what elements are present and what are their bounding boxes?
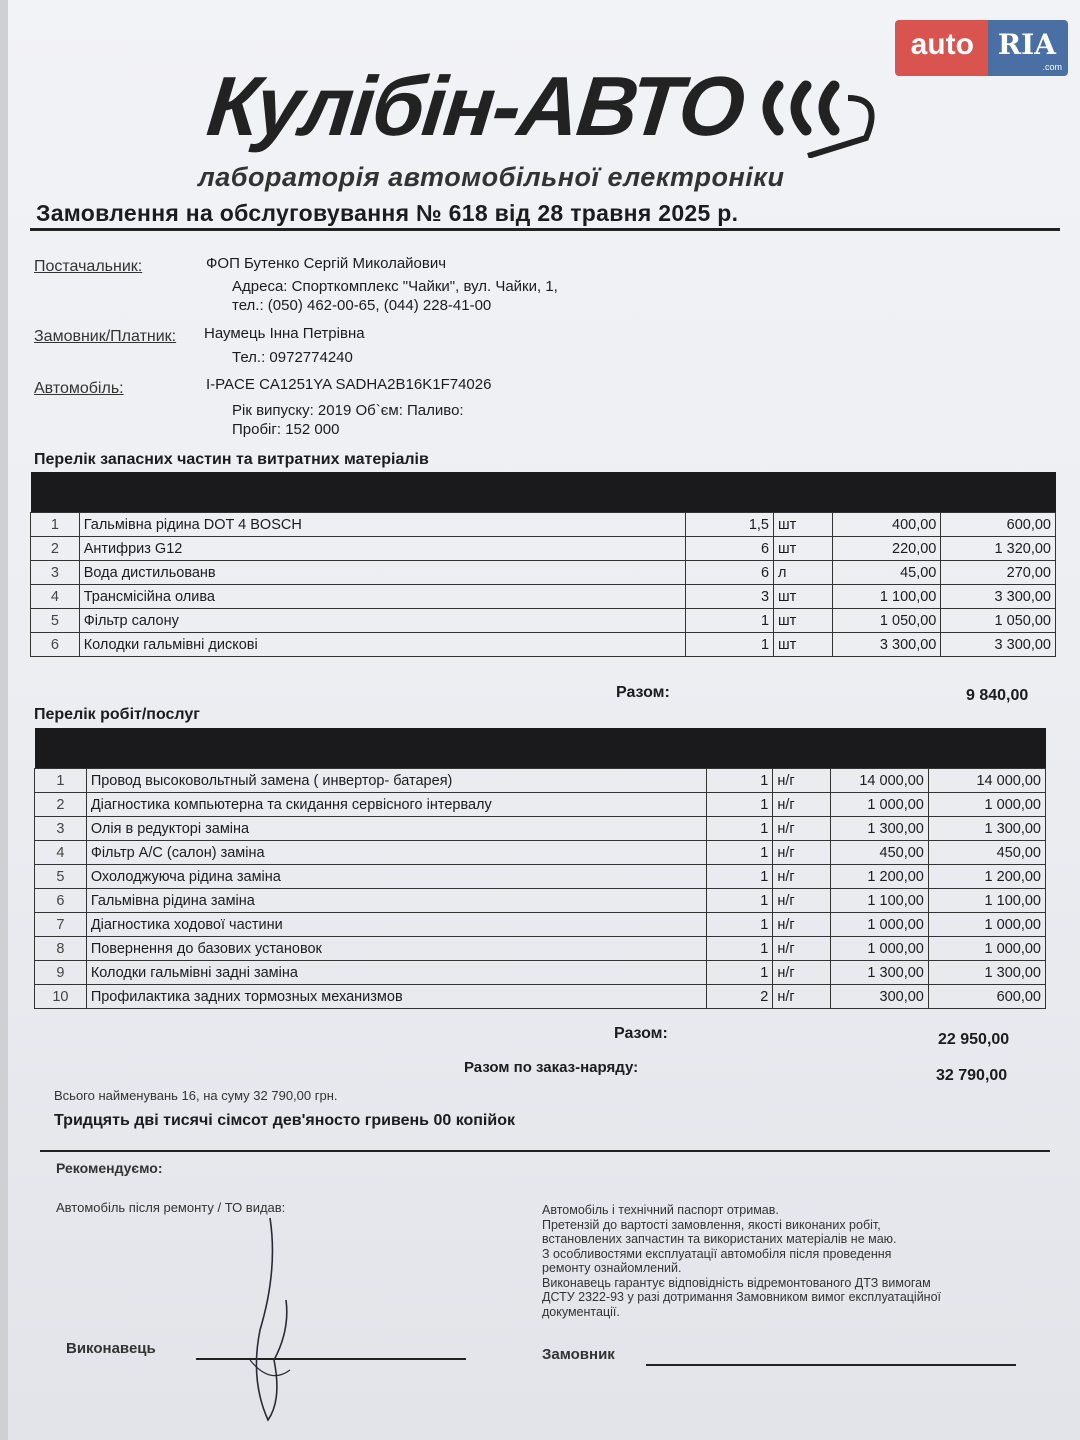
- parts-cell-unit: шт: [774, 609, 833, 633]
- services-row: [35, 937, 1046, 961]
- parts-cell-qty: 3: [685, 585, 774, 609]
- parts-total-label: Разом:: [616, 684, 670, 701]
- services-cell-sum: 1 000,00: [928, 913, 1045, 937]
- customer-label: Замовник/Платник:: [34, 328, 177, 345]
- parts-cell-sum: 3 300,00: [941, 633, 1056, 657]
- parts-row: [31, 585, 1056, 609]
- order-title: Замовлення на обслуговування № 618 від 28 травня 2025 р.: [36, 200, 739, 226]
- parts-cell-unit: шт: [774, 537, 833, 561]
- services-cell-name: Охолоджуюча рідина заміна: [86, 865, 706, 889]
- parts-cell-name: Антифриз G12: [79, 537, 685, 561]
- supplier-phone: тел.: (050) 462-00-65, (044) 228-41-00: [232, 297, 492, 314]
- disclaimer-line: ремонту ознайомлений.: [542, 1261, 682, 1275]
- services-cell-qty: 1: [706, 961, 773, 985]
- parts-row: [31, 561, 1056, 585]
- services-cell-price: 1 100,00: [830, 889, 928, 913]
- services-cell-sum: 14 000,00: [928, 769, 1045, 793]
- parts-cell-price: 1 050,00: [832, 609, 941, 633]
- services-cell-unit: н/г: [773, 937, 831, 961]
- services-cell-qty: 1: [706, 913, 773, 937]
- parts-cell-name: Гальмівна рідина DOT 4 BOSCH: [79, 513, 685, 537]
- parts-cell-sum: 1 320,00: [941, 537, 1056, 561]
- parts-cell-unit: шт: [774, 633, 833, 657]
- services-cell-name: Гальмівна рідина заміна: [86, 889, 706, 913]
- car-model: I-PACE CA1251YA SADHA2B16K1F74026: [206, 376, 492, 393]
- services-row: [35, 865, 1046, 889]
- car-label: Автомобіль:: [34, 380, 124, 397]
- parts-row: [31, 633, 1056, 657]
- parts-cell-n: 3: [31, 561, 80, 585]
- parts-cell-sum: 600,00: [941, 513, 1056, 537]
- parts-cell-sum: 1 050,00: [941, 609, 1056, 633]
- services-cell-sum: 1 100,00: [928, 889, 1045, 913]
- services-cell-name: Провод высоковольтный замена ( инвертор- батарея): [86, 769, 706, 793]
- services-cell-unit: н/г: [773, 913, 831, 937]
- services-title: Перелік робіт/послуг: [34, 706, 200, 723]
- car-mileage: Пробіг: 152 000: [232, 421, 340, 438]
- services-cell-n: 9: [35, 961, 87, 985]
- services-cell-n: 10: [35, 985, 87, 1009]
- parts-cell-sum: 270,00: [941, 561, 1056, 585]
- services-row: [35, 841, 1046, 865]
- parts-cell-price: 1 100,00: [832, 585, 941, 609]
- services-cell-name: Діагностика ходової частини: [86, 913, 706, 937]
- services-table: [34, 728, 1046, 1009]
- services-cell-sum: 1 300,00: [928, 961, 1045, 985]
- disclaimer-line: встановлених запчастин та використаних матеріалів не маю.: [542, 1232, 897, 1246]
- services-cell-price: 450,00: [830, 841, 928, 865]
- services-cell-sum: 1 000,00: [928, 937, 1045, 961]
- services-cell-qty: 2: [706, 985, 773, 1009]
- logo-name: Кулібін-АВТО: [203, 59, 748, 153]
- services-cell-n: 2: [35, 793, 87, 817]
- services-cell-unit: н/г: [773, 961, 831, 985]
- services-cell-price: 1 000,00: [830, 793, 928, 817]
- summary-divider: [40, 1150, 1050, 1152]
- services-cell-sum: 1 300,00: [928, 817, 1045, 841]
- parts-cell-n: 6: [31, 633, 80, 657]
- services-cell-unit: н/г: [773, 793, 831, 817]
- parts-cell-name: Фільтр салону: [79, 609, 685, 633]
- services-cell-n: 6: [35, 889, 87, 913]
- services-cell-unit: н/г: [773, 841, 831, 865]
- logo-tagline: лабораторія автомобільної електроніки: [198, 162, 785, 192]
- services-total-label: Разом:: [614, 1025, 668, 1042]
- services-cell-qty: 1: [706, 769, 773, 793]
- services-row: [35, 985, 1046, 1009]
- parts-cell-name: Вода дистильованв: [79, 561, 685, 585]
- parts-cell-qty: 1,5: [685, 513, 774, 537]
- parts-cell-price: 3 300,00: [832, 633, 941, 657]
- services-row: [35, 961, 1046, 985]
- services-cell-n: 5: [35, 865, 87, 889]
- parts-title: Перелік запасних частин та витратних матеріалів: [34, 451, 429, 468]
- parts-cell-unit: шт: [774, 513, 833, 537]
- services-row: [35, 769, 1046, 793]
- parts-table-header: [31, 472, 1056, 513]
- parts-cell-price: 220,00: [832, 537, 941, 561]
- services-cell-name: Олія в редукторі заміна: [86, 817, 706, 841]
- supplier-name: ФОП Бутенко Сергій Миколайович: [206, 255, 447, 272]
- disclaimer-line: Автомобіль і технічний паспорт отримав.: [542, 1203, 779, 1217]
- services-cell-qty: 1: [706, 865, 773, 889]
- autoria-watermark: [895, 20, 1068, 76]
- parts-cell-name: Колодки гальмівні дискові: [79, 633, 685, 657]
- services-cell-name: Діагностика компьютерна та скидання сервісного інтервалу: [86, 793, 706, 817]
- disclaimer-line: Претензій до вартості замовлення, якості виконаних робіт,: [542, 1217, 881, 1232]
- parts-cell-qty: 6: [685, 537, 774, 561]
- services-cell-n: 8: [35, 937, 87, 961]
- services-cell-unit: н/г: [773, 865, 831, 889]
- services-row: [35, 793, 1046, 817]
- parts-cell-n: 2: [31, 537, 80, 561]
- services-cell-price: 1 000,00: [830, 937, 928, 961]
- services-cell-name: Фільтр А/С (салон) заміна: [86, 841, 706, 865]
- parts-row: [31, 513, 1056, 537]
- services-row: [35, 817, 1046, 841]
- parts-table-body: [31, 513, 1056, 657]
- parts-cell-unit: л: [774, 561, 833, 585]
- grand-total-value: 32 790,00: [936, 1067, 1008, 1084]
- services-cell-unit: н/г: [773, 769, 831, 793]
- parts-cell-price: 400,00: [832, 513, 941, 537]
- watermark-auto: auto: [895, 20, 988, 76]
- recommend-label: Рекомендуємо:: [56, 1160, 163, 1176]
- disclaimer-line: ДСТУ 2322-93 у разі дотримання Замовником вимог експлуатаційної: [542, 1290, 942, 1304]
- disclaimer-line: Виконавець гарантує відповідність відремонтованого ДТЗ вимогам: [542, 1275, 931, 1290]
- handwritten-signature: [230, 1210, 320, 1430]
- services-cell-name: Профилактика задних тормозных механизмов: [86, 985, 706, 1009]
- parts-total-value: 9 840,00: [966, 687, 1029, 704]
- services-cell-sum: 450,00: [928, 841, 1045, 865]
- parts-cell-n: 5: [31, 609, 80, 633]
- customer-phone: Тел.: 0972774240: [232, 349, 353, 366]
- executor-label: Виконавець: [66, 1340, 156, 1357]
- services-cell-unit: н/г: [773, 817, 831, 841]
- logo-chevrons-icon: [748, 68, 888, 158]
- parts-cell-qty: 6: [685, 561, 774, 585]
- services-cell-price: 1 300,00: [830, 961, 928, 985]
- grand-total-label: Разом по заказ-наряду:: [464, 1059, 639, 1076]
- parts-row: [31, 537, 1056, 561]
- disclaimer-line: документації.: [542, 1304, 620, 1319]
- parts-cell-qty: 1: [685, 633, 774, 657]
- services-cell-price: 1 200,00: [830, 865, 928, 889]
- watermark-ria: [988, 20, 1068, 76]
- services-table-header: [35, 728, 1046, 769]
- services-cell-unit: н/г: [773, 985, 831, 1009]
- car-year-line: Рік випуску: 2019 Об`єм: Паливо:: [232, 402, 464, 419]
- services-cell-price: 1 300,00: [830, 817, 928, 841]
- parts-table: [30, 472, 1056, 657]
- parts-cell-unit: шт: [774, 585, 833, 609]
- services-cell-qty: 1: [706, 841, 773, 865]
- services-cell-name: Повернення до базових установок: [86, 937, 706, 961]
- customer-sign-line: [646, 1364, 1016, 1366]
- services-total-value: 22 950,00: [938, 1031, 1010, 1048]
- company-logo: [198, 58, 888, 198]
- car-returned-label: Автомобіль після ремонту / ТО видав:: [56, 1200, 286, 1215]
- services-cell-name: Колодки гальмівні задні заміна: [86, 961, 706, 985]
- parts-cell-price: 45,00: [832, 561, 941, 585]
- parts-cell-qty: 1: [685, 609, 774, 633]
- summary-line: Всього найменувань 16, на суму 32 790,00 грн.: [54, 1088, 338, 1103]
- watermark-domain: .com: [1042, 62, 1062, 72]
- services-cell-qty: 1: [706, 889, 773, 913]
- services-cell-qty: 1: [706, 793, 773, 817]
- parts-row: [31, 609, 1056, 633]
- title-divider: [30, 228, 1060, 231]
- services-cell-n: 1: [35, 769, 87, 793]
- disclaimer-block: [542, 1203, 1022, 1319]
- services-table-body: [35, 769, 1046, 1009]
- services-cell-sum: 1 200,00: [928, 865, 1045, 889]
- services-cell-n: 3: [35, 817, 87, 841]
- disclaimer-line: З особливостями експлуатації автомобіля після проведення: [542, 1246, 892, 1261]
- parts-cell-n: 4: [31, 585, 80, 609]
- services-cell-price: 14 000,00: [830, 769, 928, 793]
- supplier-address: Адреса: Спорткомплекс "Чайки", вул. Чайки, 1,: [232, 278, 558, 295]
- services-cell-qty: 1: [706, 817, 773, 841]
- services-cell-sum: 600,00: [928, 985, 1045, 1009]
- watermark-ria-text: RIA: [997, 28, 1056, 61]
- supplier-label: Постачальник:: [34, 258, 143, 275]
- services-cell-n: 4: [35, 841, 87, 865]
- services-cell-sum: 1 000,00: [928, 793, 1045, 817]
- services-cell-n: 7: [35, 913, 87, 937]
- parts-cell-n: 1: [31, 513, 80, 537]
- customer-name: Наумець Інна Петрівна: [204, 325, 365, 342]
- services-cell-unit: н/г: [773, 889, 831, 913]
- parts-cell-name: Трансмісійна олива: [79, 585, 685, 609]
- services-cell-qty: 1: [706, 937, 773, 961]
- services-cell-price: 300,00: [830, 985, 928, 1009]
- amount-in-words: Тридцять дві тисячі сімсот дев'яносто гривень 00 копійок: [54, 1112, 515, 1129]
- services-row: [35, 889, 1046, 913]
- parts-cell-sum: 3 300,00: [941, 585, 1056, 609]
- customer-sign-label: Замовник: [542, 1346, 615, 1363]
- services-cell-price: 1 000,00: [830, 913, 928, 937]
- services-row: [35, 913, 1046, 937]
